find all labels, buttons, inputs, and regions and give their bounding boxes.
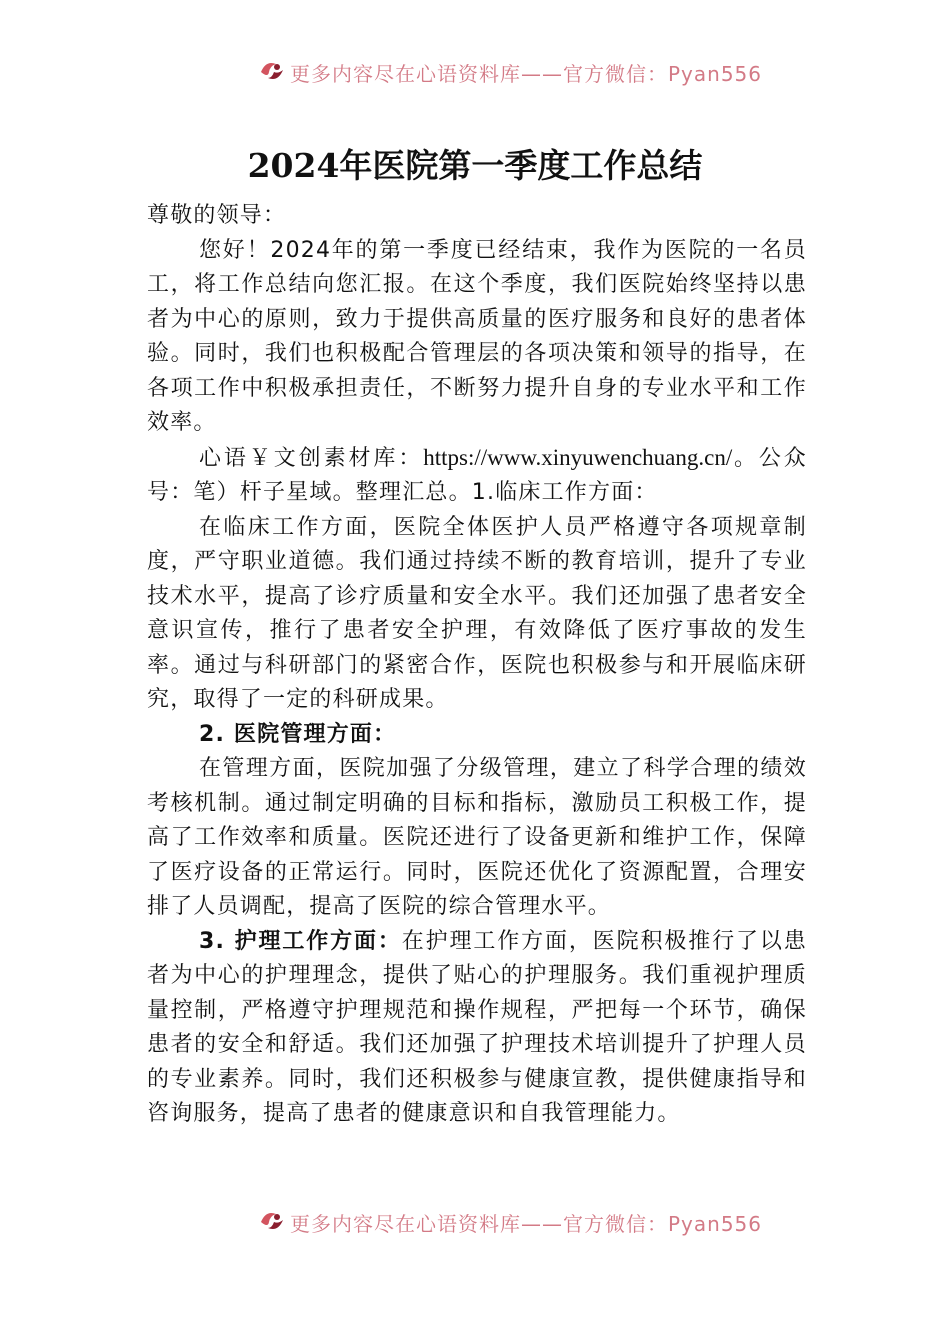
salutation: 尊敬的领导： (147, 203, 287, 228)
brand-logo-icon (258, 58, 286, 82)
management-paragraph: 在管理方面，医院加强了分级管理，建立了科学合理的绩效考核机制。通过制定明确的目标和指标，激励员工积极工作，提高了工作效率和质量。医院还进行了设备更新和维护工作，保障了医疗设备的正常运行。同时，医院还优化了资源配置，合理安排了人员调配，提高了医院的综合管理水平。 (147, 756, 807, 919)
management-heading: 2. 医院管理方面： (199, 721, 397, 747)
intro-paragraph: 您好！2024年的第一季度已经结束，我作为医院的一名员工，将工作总结向您汇报。在这个季度，我们医院始终坚持以患者为中心的原则，致力于提供高质量的医疗服务和良好的患者体验。同时，我们也积极配合管理层的各项决策和领导的指导，在各项工作中积极承担责任，不断努力提升自身的专业水平和工作效率。 (147, 237, 807, 435)
document-title: 2024年医院第一季度工作总结 (247, 146, 703, 185)
nursing-heading: 3. 护理工作方面： (199, 928, 402, 954)
source-prefix: 心语￥文创素材库： (199, 445, 424, 471)
clinical-paragraph: 在临床工作方面，医院全体医护人员严格遵守各项规章制度，严守职业道德。我们通过持续不断的教育培训，提升了专业技术水平，提高了诊疗质量和安全水平。我们还加强了患者安全意识宣传，推行了患者安全护理，有效降低了医疗事故的发生率。通过与科研部门的紧密合作，医院也积极参与和开展临床研究，取得了一定的科研成果。 (147, 514, 807, 712)
brand-logo-icon (258, 1208, 286, 1232)
header-watermark (0, 56, 950, 84)
source-url: https://www.xinyuwenchuang.cn/ (423, 444, 733, 470)
source-suffix: 。公众号：笔）杆子星域。整理汇总。1.临床工作方面： (147, 445, 807, 505)
watermark-text: 更多内容尽在心语资料库——官方微信：Pyan556 (290, 1212, 763, 1236)
watermark-text: 更多内容尽在心语资料库——官方微信：Pyan556 (290, 62, 763, 86)
document-body (147, 199, 807, 1132)
source-paragraph (147, 441, 807, 511)
nursing-paragraph (147, 925, 807, 1132)
footer-watermark (0, 1206, 950, 1234)
nursing-body: 在护理工作方面，医院积极推行了以患者为中心的护理理念，提供了贴心的护理服务。我们重视护理质量控制，严格遵守护理规范和操作规程，严把每一个环节，确保患者的安全和舒适。我们还加强了护理技术培训提升了护理人员的专业素养。同时，我们还积极参与健康宣教，提供健康指导和咨询服务，提高了患者的健康意识和自我管理能力。 (147, 928, 807, 1126)
